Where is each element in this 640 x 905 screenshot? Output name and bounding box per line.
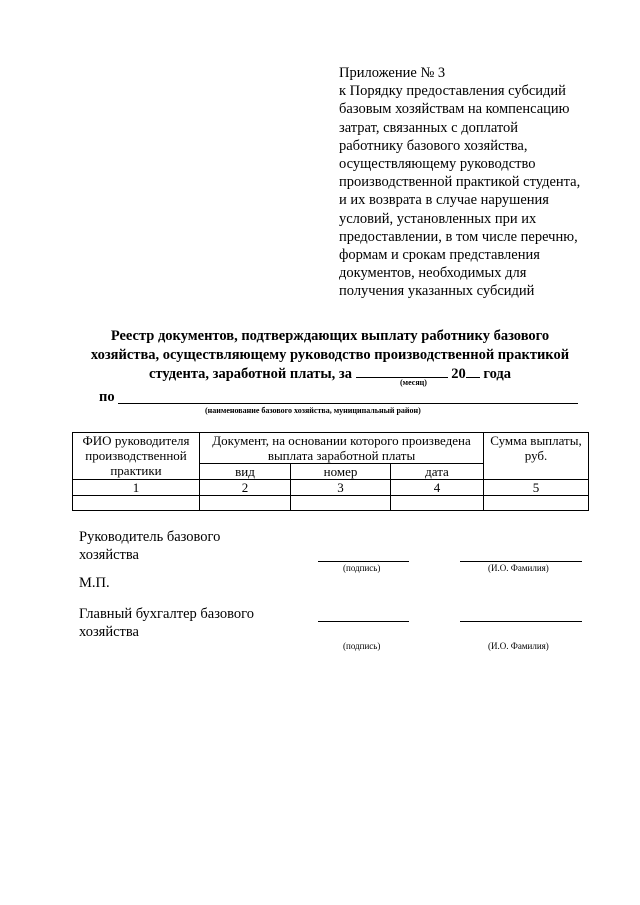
accountant-name-caption: (И.О. Фамилия) — [488, 641, 549, 651]
subheader-nomer: номер — [291, 464, 391, 480]
accountant-label-line-1: Главный бухгалтер базового — [79, 606, 254, 622]
head-signature-caption: (подпись) — [343, 563, 381, 573]
title-line-2: хозяйства, осуществляющему руководство производственной практикой — [90, 347, 570, 363]
table-number-row — [73, 480, 589, 496]
farm-caption: (наименование базового хозяйства, муниципальный район) — [205, 406, 421, 415]
appendix-line: к Порядку предоставления субсидий — [339, 83, 566, 100]
title-line-3 — [60, 365, 600, 384]
appendix-line: предоставлении, в том числе перечню, — [339, 228, 578, 245]
table-cell[interactable] — [291, 496, 391, 511]
appendix-header — [339, 64, 629, 301]
subheader-data: дата — [391, 464, 484, 480]
table-cell[interactable] — [484, 496, 589, 511]
po-label: по — [99, 389, 115, 405]
title-line-1: Реестр документов, подтверждающих выплату работнику базового — [110, 328, 550, 344]
appendix-line: условий, установленных при их — [339, 210, 537, 227]
registry-table — [72, 432, 589, 511]
head-name-caption: (И.О. Фамилия) — [488, 563, 549, 573]
accountant-name-line[interactable] — [460, 621, 582, 622]
appendix-line: Приложение № 3 — [339, 65, 446, 81]
appendix-line: и их возврата в случае нарушения — [339, 192, 549, 209]
col-number: 2 — [200, 480, 291, 496]
document-title — [60, 327, 600, 384]
appendix-line: работнику базового хозяйства, — [339, 137, 528, 154]
accountant-signature-line[interactable] — [318, 621, 409, 622]
farm-name-line[interactable] — [118, 403, 578, 404]
subheader-vid: вид — [200, 464, 291, 480]
year-suffix: года — [483, 366, 511, 382]
table-cell[interactable] — [391, 496, 484, 511]
title-line-3-text: студента, заработной платы, за — [149, 366, 352, 382]
appendix-line: производственной практикой студента, — [339, 174, 581, 191]
table-header-row — [73, 433, 589, 464]
head-name-line[interactable] — [460, 561, 582, 562]
header-fio: ФИО руководителя производственной практики — [73, 433, 200, 480]
appendix-line: формам и срокам представления — [339, 247, 540, 264]
table-cell[interactable] — [200, 496, 291, 511]
appendix-line: затрат, связанных с доплатой — [339, 119, 519, 136]
col-number: 3 — [291, 480, 391, 496]
appendix-line: базовым хозяйствам на компенсацию — [339, 101, 570, 118]
head-label-line-2: хозяйства — [79, 547, 139, 563]
table-cell[interactable] — [73, 496, 200, 511]
table-row — [73, 496, 589, 511]
header-sum: Сумма выплаты, руб. — [484, 433, 589, 480]
col-number: 5 — [484, 480, 589, 496]
col-number: 1 — [73, 480, 200, 496]
accountant-signature-caption: (подпись) — [343, 641, 381, 651]
appendix-line: документов, необходимых для — [339, 265, 527, 282]
head-label-line-1: Руководитель базового — [79, 529, 221, 545]
col-number: 4 — [391, 480, 484, 496]
header-document: Документ, на основании которого произведена выплата заработной платы — [200, 433, 484, 464]
appendix-line: осуществляющему руководство — [339, 156, 536, 173]
stamp-label: М.П. — [79, 575, 110, 591]
year-blank[interactable] — [466, 377, 480, 378]
appendix-line: получения указанных субсидий — [339, 283, 535, 300]
accountant-label-line-2: хозяйства — [79, 624, 139, 640]
year-prefix: 20 — [451, 366, 466, 382]
head-signature-line[interactable] — [318, 561, 409, 562]
month-caption: (месяц) — [400, 378, 427, 387]
